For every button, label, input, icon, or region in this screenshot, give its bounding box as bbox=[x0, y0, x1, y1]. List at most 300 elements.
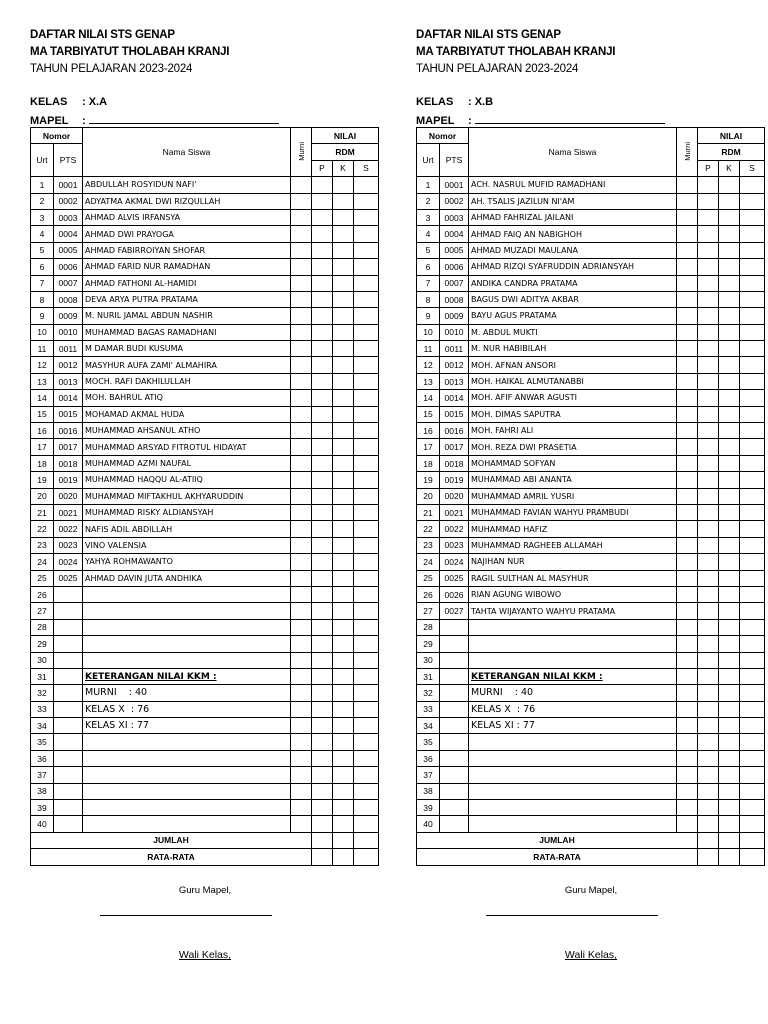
row-s-cell bbox=[354, 554, 379, 570]
row-student-name: M. NURIL JAMAL ABDUN NASHIR bbox=[83, 308, 291, 324]
row-k-cell bbox=[719, 209, 740, 225]
row-s-cell bbox=[354, 488, 379, 504]
row-student-name: MOH. AFIF ANWAR AGUSTI bbox=[469, 390, 677, 406]
row-student-name: MUHAMMAD MIFTAKHUL AKHYARUDDIN bbox=[83, 488, 291, 504]
row-student-name bbox=[83, 734, 291, 750]
row-s-cell bbox=[354, 603, 379, 619]
table-row bbox=[417, 636, 765, 652]
row-p-cell bbox=[698, 800, 719, 816]
table-row bbox=[31, 488, 379, 504]
row-p-cell bbox=[312, 767, 333, 783]
row-student-name: M. NUR HABIBILAH bbox=[469, 341, 677, 357]
row-student-name bbox=[83, 783, 291, 799]
header-nilai: NILAI bbox=[312, 128, 379, 144]
row-murni-cell bbox=[677, 472, 698, 488]
row-s-cell bbox=[740, 259, 765, 275]
row-k-cell bbox=[719, 357, 740, 373]
row-k-cell bbox=[333, 406, 354, 422]
row-s-cell bbox=[354, 652, 379, 668]
header-nilai: NILAI bbox=[698, 128, 765, 144]
row-student-name bbox=[469, 652, 677, 668]
total-cell bbox=[333, 832, 354, 848]
row-pts bbox=[440, 668, 469, 684]
row-k-cell bbox=[719, 554, 740, 570]
table-row bbox=[31, 767, 379, 783]
row-p-cell bbox=[698, 193, 719, 209]
row-student-name: AH. TSALIS JAZILUN NI'AM bbox=[469, 193, 677, 209]
row-murni-cell bbox=[291, 685, 312, 701]
row-p-cell bbox=[312, 341, 333, 357]
header-s: S bbox=[354, 160, 379, 176]
row-k-cell bbox=[333, 439, 354, 455]
row-s-cell bbox=[740, 734, 765, 750]
row-s-cell bbox=[740, 636, 765, 652]
table-row bbox=[417, 390, 765, 406]
row-k-cell bbox=[719, 619, 740, 635]
row-p-cell bbox=[698, 488, 719, 504]
table-row bbox=[31, 586, 379, 602]
row-s-cell bbox=[354, 718, 379, 734]
row-urt: 30 bbox=[417, 652, 440, 668]
row-k-cell bbox=[719, 439, 740, 455]
row-pts: 0012 bbox=[440, 357, 469, 373]
row-pts bbox=[54, 701, 83, 717]
grade-table bbox=[30, 127, 379, 866]
row-p-cell bbox=[698, 308, 719, 324]
row-student-name bbox=[469, 767, 677, 783]
row-urt: 20 bbox=[31, 488, 54, 504]
row-murni-cell bbox=[291, 570, 312, 586]
row-student-name: MOCH. RAFI DAKHILULLAH bbox=[83, 373, 291, 389]
row-p-cell bbox=[312, 570, 333, 586]
row-p-cell bbox=[312, 586, 333, 602]
row-urt: 1 bbox=[417, 177, 440, 193]
grade-sheet-xa bbox=[30, 0, 380, 1024]
row-pts: 0021 bbox=[54, 504, 83, 520]
row-s-cell bbox=[740, 554, 765, 570]
row-pts: 0013 bbox=[54, 373, 83, 389]
row-p-cell bbox=[312, 390, 333, 406]
row-murni-cell bbox=[677, 455, 698, 471]
signature-line bbox=[100, 915, 272, 916]
row-p-cell bbox=[698, 685, 719, 701]
row-murni-cell bbox=[291, 455, 312, 471]
row-murni-cell bbox=[291, 472, 312, 488]
table-row bbox=[417, 488, 765, 504]
row-p-cell bbox=[698, 537, 719, 553]
row-s-cell bbox=[354, 439, 379, 455]
row-s-cell bbox=[354, 685, 379, 701]
row-urt: 12 bbox=[417, 357, 440, 373]
table-row bbox=[31, 439, 379, 455]
row-k-cell bbox=[719, 783, 740, 799]
row-murni-cell bbox=[291, 619, 312, 635]
table-row bbox=[417, 275, 765, 291]
table-row bbox=[31, 226, 379, 242]
row-student-name: AHMAD MUZADI MAULANA bbox=[469, 242, 677, 258]
row-urt: 37 bbox=[417, 767, 440, 783]
header-nama-siswa: Nama Siswa bbox=[83, 128, 291, 177]
row-s-cell bbox=[740, 816, 765, 832]
row-pts bbox=[54, 603, 83, 619]
row-s-cell bbox=[740, 308, 765, 324]
row-p-cell bbox=[312, 291, 333, 307]
row-murni-cell bbox=[291, 275, 312, 291]
row-s-cell bbox=[740, 619, 765, 635]
row-k-cell bbox=[333, 275, 354, 291]
table-row bbox=[417, 619, 765, 635]
table-row bbox=[417, 455, 765, 471]
row-s-cell bbox=[740, 341, 765, 357]
row-urt: 40 bbox=[31, 816, 54, 832]
row-urt: 13 bbox=[31, 373, 54, 389]
row-k-cell bbox=[333, 209, 354, 225]
row-s-cell bbox=[740, 718, 765, 734]
row-murni-cell bbox=[291, 504, 312, 520]
row-urt: 37 bbox=[31, 767, 54, 783]
row-s-cell bbox=[740, 685, 765, 701]
row-pts: 0023 bbox=[54, 537, 83, 553]
kelas-label: KELAS bbox=[30, 96, 68, 108]
row-s-cell bbox=[740, 226, 765, 242]
table-row bbox=[31, 423, 379, 439]
header-s: S bbox=[740, 160, 765, 176]
row-k-cell bbox=[333, 193, 354, 209]
row-p-cell bbox=[698, 455, 719, 471]
row-murni-cell bbox=[677, 308, 698, 324]
row-s-cell bbox=[354, 406, 379, 422]
row-urt: 17 bbox=[417, 439, 440, 455]
row-murni-cell bbox=[291, 226, 312, 242]
row-student-name: AHMAD DWI PRAYOGA bbox=[83, 226, 291, 242]
row-urt: 32 bbox=[31, 685, 54, 701]
row-pts bbox=[54, 750, 83, 766]
row-s-cell bbox=[354, 455, 379, 471]
row-urt: 38 bbox=[31, 783, 54, 799]
row-s-cell bbox=[740, 800, 765, 816]
table-row bbox=[31, 259, 379, 275]
row-p-cell bbox=[312, 242, 333, 258]
row-s-cell bbox=[354, 734, 379, 750]
row-murni-cell bbox=[677, 685, 698, 701]
row-p-cell bbox=[698, 324, 719, 340]
row-student-name bbox=[469, 619, 677, 635]
academic-year: TAHUN PELAJARAN 2023-2024 bbox=[416, 63, 579, 75]
row-p-cell bbox=[698, 275, 719, 291]
total-cell bbox=[698, 832, 719, 848]
row-s-cell bbox=[354, 636, 379, 652]
mapel-blank-line bbox=[89, 113, 279, 124]
row-urt: 25 bbox=[417, 570, 440, 586]
row-pts: 0016 bbox=[440, 423, 469, 439]
row-pts: 0016 bbox=[54, 423, 83, 439]
row-urt: 19 bbox=[417, 472, 440, 488]
row-pts: 0006 bbox=[54, 259, 83, 275]
row-urt: 14 bbox=[31, 390, 54, 406]
row-k-cell bbox=[719, 750, 740, 766]
total-cell bbox=[740, 849, 765, 865]
row-s-cell bbox=[740, 472, 765, 488]
row-urt: 36 bbox=[31, 750, 54, 766]
row-student-name: MUHAMMAD HAFIZ bbox=[469, 521, 677, 537]
row-student-name: BAYU AGUS PRATAMA bbox=[469, 308, 677, 324]
row-murni-cell bbox=[677, 439, 698, 455]
row-pts: 0005 bbox=[54, 242, 83, 258]
row-p-cell bbox=[698, 718, 719, 734]
row-student-name: M DAMAR BUDI KUSUMA bbox=[83, 341, 291, 357]
row-murni-cell bbox=[291, 718, 312, 734]
row-pts: 0010 bbox=[54, 324, 83, 340]
row-k-cell bbox=[719, 504, 740, 520]
row-pts bbox=[440, 701, 469, 717]
table-row bbox=[31, 373, 379, 389]
row-student-name: DEVA ARYA PUTRA PRATAMA bbox=[83, 291, 291, 307]
row-k-cell bbox=[719, 521, 740, 537]
row-p-cell bbox=[312, 226, 333, 242]
row-student-name bbox=[83, 586, 291, 602]
row-s-cell bbox=[354, 504, 379, 520]
row-student-name bbox=[469, 750, 677, 766]
row-murni-cell bbox=[291, 439, 312, 455]
row-student-name bbox=[469, 800, 677, 816]
row-p-cell bbox=[312, 423, 333, 439]
row-k-cell bbox=[719, 423, 740, 439]
row-p-cell bbox=[312, 652, 333, 668]
row-murni-cell bbox=[677, 373, 698, 389]
row-murni-cell bbox=[291, 767, 312, 783]
total-cell bbox=[354, 832, 379, 848]
row-p-cell bbox=[312, 406, 333, 422]
row-student-name: MOHAMMAD SOFYAN bbox=[469, 455, 677, 471]
row-k-cell bbox=[719, 488, 740, 504]
row-pts: 0004 bbox=[54, 226, 83, 242]
table-row bbox=[417, 570, 765, 586]
header-nomor: Nomor bbox=[31, 128, 83, 144]
row-k-cell bbox=[719, 193, 740, 209]
row-k-cell bbox=[333, 750, 354, 766]
row-urt: 25 bbox=[31, 570, 54, 586]
row-s-cell bbox=[740, 242, 765, 258]
row-s-cell bbox=[740, 455, 765, 471]
guru-mapel-label: Guru Mapel, bbox=[564, 885, 618, 896]
row-s-cell bbox=[740, 521, 765, 537]
row-murni-cell bbox=[677, 750, 698, 766]
row-pts bbox=[54, 816, 83, 832]
row-student-name: MUHAMMAD FAVIAN WAHYU PRAMBUDI bbox=[469, 504, 677, 520]
table-row bbox=[417, 800, 765, 816]
row-student-name bbox=[83, 800, 291, 816]
row-urt: 38 bbox=[417, 783, 440, 799]
table-row bbox=[31, 193, 379, 209]
row-k-cell bbox=[719, 373, 740, 389]
row-urt: 8 bbox=[31, 291, 54, 307]
row-urt: 6 bbox=[417, 259, 440, 275]
row-urt: 23 bbox=[417, 537, 440, 553]
row-urt: 36 bbox=[417, 750, 440, 766]
row-murni-cell bbox=[677, 406, 698, 422]
row-k-cell bbox=[719, 226, 740, 242]
table-row bbox=[31, 308, 379, 324]
row-s-cell bbox=[354, 341, 379, 357]
row-k-cell bbox=[333, 800, 354, 816]
row-murni-cell bbox=[291, 701, 312, 717]
row-p-cell bbox=[312, 439, 333, 455]
row-p-cell bbox=[698, 603, 719, 619]
row-murni-cell bbox=[677, 537, 698, 553]
row-student-name bbox=[469, 734, 677, 750]
row-pts bbox=[440, 816, 469, 832]
row-urt: 28 bbox=[417, 619, 440, 635]
row-s-cell bbox=[354, 701, 379, 717]
table-row bbox=[417, 750, 765, 766]
row-murni-cell bbox=[677, 718, 698, 734]
row-k-cell bbox=[333, 767, 354, 783]
row-murni-cell bbox=[677, 357, 698, 373]
row-k-cell bbox=[333, 455, 354, 471]
table-row bbox=[417, 472, 765, 488]
row-s-cell bbox=[740, 291, 765, 307]
table-row bbox=[417, 259, 765, 275]
row-pts: 0007 bbox=[54, 275, 83, 291]
row-p-cell bbox=[698, 750, 719, 766]
row-urt: 4 bbox=[31, 226, 54, 242]
mapel-label: MAPEL bbox=[416, 115, 455, 127]
table-row bbox=[31, 800, 379, 816]
row-urt: 39 bbox=[31, 800, 54, 816]
table-row bbox=[417, 652, 765, 668]
row-murni-cell bbox=[677, 324, 698, 340]
row-pts: 0004 bbox=[440, 226, 469, 242]
row-student-name: NAJIHAN NUR bbox=[469, 554, 677, 570]
row-s-cell bbox=[740, 209, 765, 225]
row-p-cell bbox=[698, 734, 719, 750]
row-murni-cell bbox=[677, 193, 698, 209]
row-p-cell bbox=[312, 701, 333, 717]
row-p-cell bbox=[698, 652, 719, 668]
row-k-cell bbox=[719, 668, 740, 684]
row-student-name: KELAS XI : 77 bbox=[83, 718, 291, 734]
row-s-cell bbox=[740, 537, 765, 553]
table-row bbox=[31, 455, 379, 471]
row-student-name: KETERANGAN NILAI KKM : bbox=[83, 668, 291, 684]
row-murni-cell bbox=[291, 488, 312, 504]
row-student-name: ACH. NASRUL MUFID RAMADHANI bbox=[469, 177, 677, 193]
row-pts bbox=[54, 685, 83, 701]
table-row bbox=[31, 406, 379, 422]
row-murni-cell bbox=[677, 390, 698, 406]
table-row bbox=[417, 816, 765, 832]
row-p-cell bbox=[698, 636, 719, 652]
row-urt: 10 bbox=[417, 324, 440, 340]
row-murni-cell bbox=[291, 603, 312, 619]
total-cell bbox=[312, 832, 333, 848]
row-urt: 9 bbox=[31, 308, 54, 324]
row-student-name: MOH. DIMAS SAPUTRA bbox=[469, 406, 677, 422]
row-urt: 8 bbox=[417, 291, 440, 307]
row-urt: 33 bbox=[417, 701, 440, 717]
table-row bbox=[417, 554, 765, 570]
row-pts: 0002 bbox=[440, 193, 469, 209]
row-urt: 12 bbox=[31, 357, 54, 373]
row-s-cell bbox=[740, 783, 765, 799]
row-murni-cell bbox=[291, 554, 312, 570]
row-p-cell bbox=[698, 423, 719, 439]
row-s-cell bbox=[740, 357, 765, 373]
row-k-cell bbox=[719, 718, 740, 734]
table-row bbox=[417, 193, 765, 209]
row-pts: 0015 bbox=[54, 406, 83, 422]
row-murni-cell bbox=[677, 504, 698, 520]
row-p-cell bbox=[698, 619, 719, 635]
table-row bbox=[417, 373, 765, 389]
signature-line bbox=[486, 915, 658, 916]
row-student-name: AHMAD FAIQ AN NABIGHOH bbox=[469, 226, 677, 242]
header-p: P bbox=[312, 160, 333, 176]
row-s-cell bbox=[354, 472, 379, 488]
table-row bbox=[31, 242, 379, 258]
row-student-name bbox=[83, 619, 291, 635]
table-row bbox=[31, 390, 379, 406]
row-p-cell bbox=[312, 636, 333, 652]
row-p-cell bbox=[698, 554, 719, 570]
row-pts: 0009 bbox=[54, 308, 83, 324]
row-s-cell bbox=[354, 423, 379, 439]
mapel-label: MAPEL bbox=[30, 115, 69, 127]
row-pts bbox=[440, 685, 469, 701]
table-row bbox=[417, 537, 765, 553]
row-p-cell bbox=[312, 783, 333, 799]
rata-rata-label: RATA-RATA bbox=[31, 849, 312, 865]
row-s-cell bbox=[354, 816, 379, 832]
sheet-title: DAFTAR NILAI STS GENAP bbox=[30, 29, 175, 41]
row-p-cell bbox=[698, 767, 719, 783]
row-murni-cell bbox=[291, 177, 312, 193]
row-student-name: ADYATMA AKMAL DWI RIZQULLAH bbox=[83, 193, 291, 209]
row-s-cell bbox=[740, 750, 765, 766]
row-student-name: KETERANGAN NILAI KKM : bbox=[469, 668, 677, 684]
row-pts: 0019 bbox=[54, 472, 83, 488]
kelas-row bbox=[416, 96, 493, 108]
row-k-cell bbox=[719, 275, 740, 291]
row-pts: 0026 bbox=[440, 586, 469, 602]
row-s-cell bbox=[354, 390, 379, 406]
row-k-cell bbox=[719, 800, 740, 816]
row-s-cell bbox=[354, 570, 379, 586]
row-murni-cell bbox=[677, 636, 698, 652]
row-urt: 29 bbox=[31, 636, 54, 652]
row-pts bbox=[54, 800, 83, 816]
row-pts: 0008 bbox=[54, 291, 83, 307]
row-p-cell bbox=[698, 570, 719, 586]
row-urt: 22 bbox=[31, 521, 54, 537]
row-student-name: KELAS X : 76 bbox=[469, 701, 677, 717]
row-p-cell bbox=[312, 177, 333, 193]
row-s-cell bbox=[740, 275, 765, 291]
row-s-cell bbox=[740, 570, 765, 586]
row-k-cell bbox=[719, 242, 740, 258]
row-k-cell bbox=[333, 291, 354, 307]
row-student-name: MOH. AFNAN ANSORI bbox=[469, 357, 677, 373]
row-student-name: MOH. FAHRI ALI bbox=[469, 423, 677, 439]
table-row bbox=[417, 718, 765, 734]
row-s-cell bbox=[354, 750, 379, 766]
school-name: MA TARBIYATUT THOLABAH KRANJI bbox=[416, 46, 616, 58]
academic-year: TAHUN PELAJARAN 2023-2024 bbox=[30, 63, 193, 75]
row-p-cell bbox=[312, 259, 333, 275]
row-murni-cell bbox=[291, 423, 312, 439]
row-urt: 40 bbox=[417, 816, 440, 832]
row-urt: 16 bbox=[31, 423, 54, 439]
